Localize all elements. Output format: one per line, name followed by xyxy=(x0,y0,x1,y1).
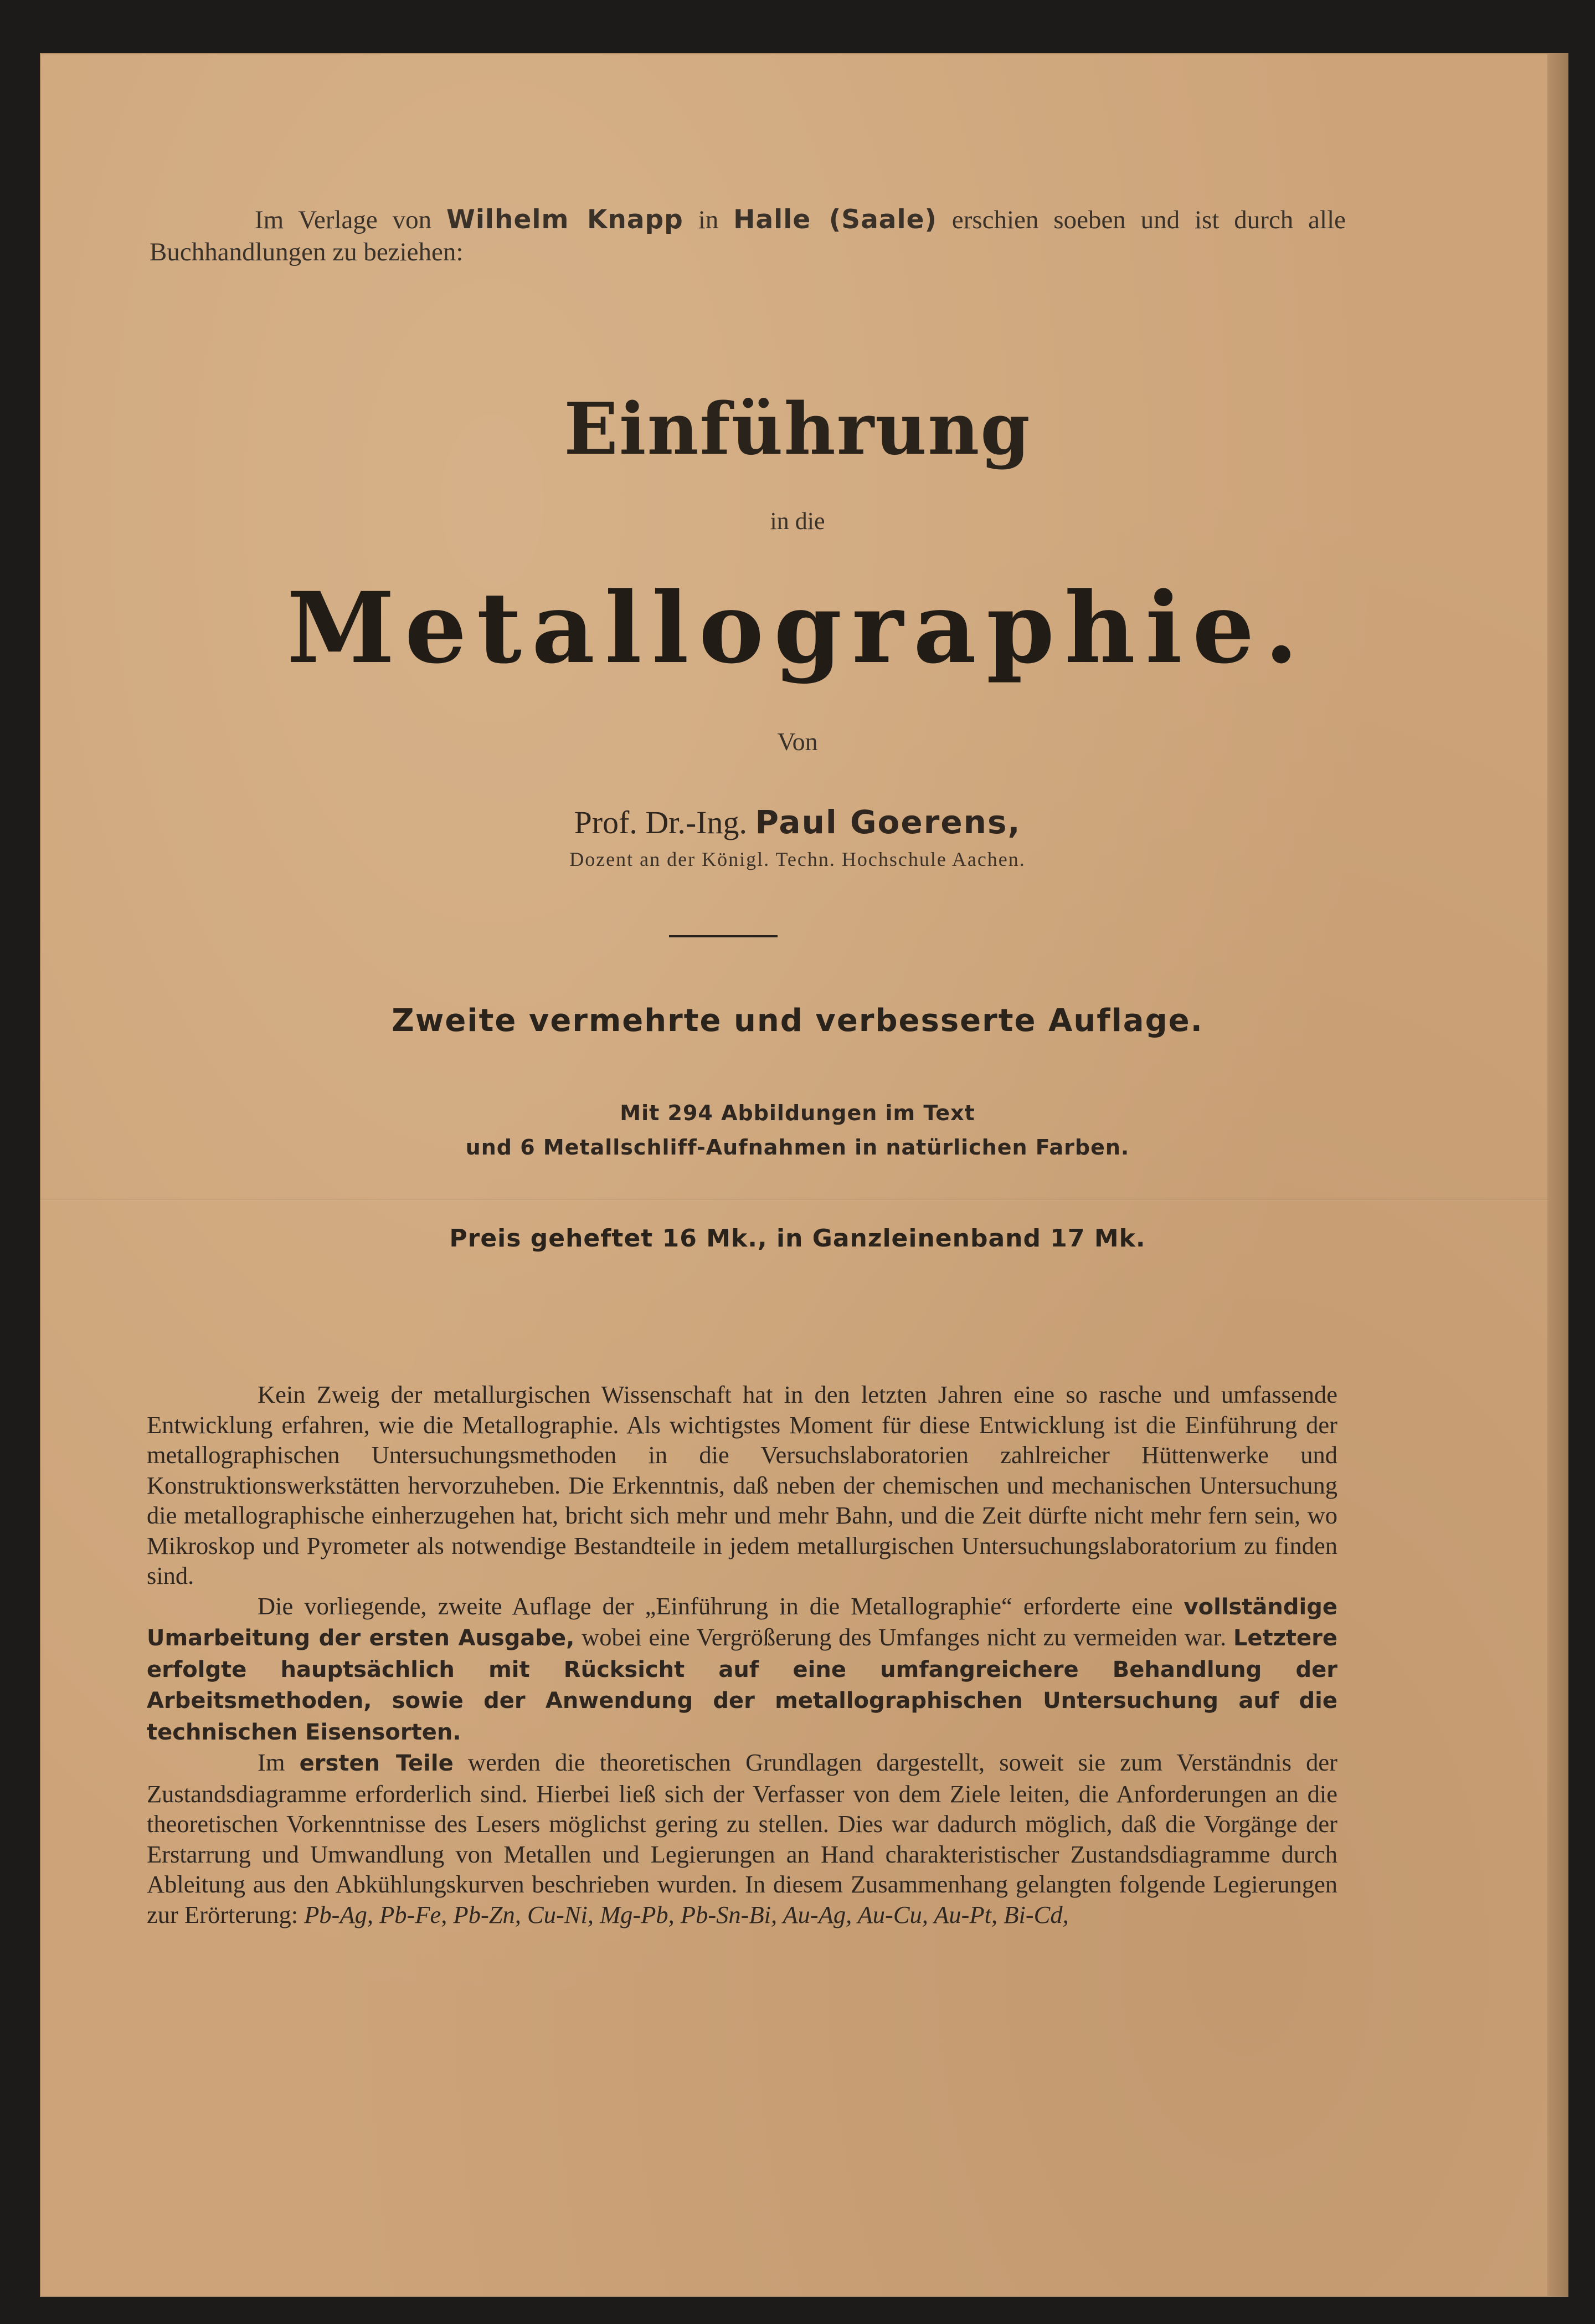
paper-fold xyxy=(40,1199,1548,1201)
edition-note: Zweite vermehrte und verbesserte Auflage. xyxy=(392,1003,1203,1039)
intro-text: Im Verlage von xyxy=(255,206,446,234)
body-paragraph-2 xyxy=(147,1591,1337,1748)
illustrations-line-1: Mit 294 Abbildungen im Text xyxy=(620,1101,975,1125)
p3-text: werden die theoretischen Grundlagen dargestellt, soweit sie zum Verständnis der Zustandsdiagramme erforderlich sind. Hierbei ließ sich der Verfasser von dem Ziele leiten, die Anforderungen an die theoretischen Vorkenntnisse des Lesers möglichst gering zu stellen. Dies war dadurch möglich, daß die Vorgänge der Erstarrung und Umwandlung von Metallen und Legierungen an Hand charakteristischer Zustandsdiagramme durch Ableitung aus den Abkühlungskurven beschrieben wurden. In diesem Zusammenhang gelangten folgende Legierungen zur Erörterung: xyxy=(147,1748,1338,1928)
publisher-name: Wilhelm Knapp xyxy=(446,204,683,235)
publisher-intro xyxy=(150,204,1346,268)
p3-bold: ersten Teile xyxy=(299,1751,454,1776)
author-name: Paul Goerens, xyxy=(755,803,1021,841)
author-position: Dozent an der Königl. Techn. Hochschule Aachen. xyxy=(569,848,1026,870)
body-paragraph-3 xyxy=(147,1747,1337,1930)
illustrations-note xyxy=(0,1096,1595,1164)
alloy-list: Pb-Ag, Pb-Fe, Pb-Zn, Cu-Ni, Mg-Pb, Pb-Sn-Bi, Au-Ag, Au-Cu, Au-Pt, Bi-Cd, xyxy=(304,1900,1069,1928)
author-line xyxy=(0,803,1595,841)
body-text xyxy=(147,1379,1337,1930)
title-main: Metallographie. xyxy=(286,571,1309,685)
byline-von: Von xyxy=(777,727,818,756)
illustrations-line-2: und 6 Metallschliff-Aufnahmen in natürlichen Farben. xyxy=(465,1135,1130,1160)
title-line-2: in die xyxy=(770,507,825,535)
intro-text: in xyxy=(683,206,734,234)
body-paragraph-1: Kein Zweig der metallurgischen Wissenschaft hat in den letzten Jahren eine so rasche und umfassende Entwicklung erfahren, wie die Metallographie. Als wichtigstes Moment für diese Entwicklung ist die Einführung der metallographischen Untersuchungsmethoden in die Versuchslaboratorien zahlreicher Hüttenwerke und Konstruktionswerkstätten hervorzuheben. Die Erkenntnis, daß neben der chemischen und mechanischen Untersuchung die metallographische einherzugehen hat, bricht sich mehr und mehr Bahn, und die Zeit dürfte nicht mehr fern sein, wo Mikroskop und Pyrometer als notwendige Bestandteile in jedem metallurgischen Untersuchungslaboratorium zu finden sind. xyxy=(147,1381,1337,1589)
divider-rule xyxy=(669,935,778,937)
intro-text: erschien soeben und ist durch alle Buchhandlungen zu beziehen: xyxy=(150,206,1346,266)
price-note: Preis geheftet 16 Mk., in Ganzleinenband 17 Mk. xyxy=(449,1224,1146,1253)
publisher-city: Halle (Saale) xyxy=(733,204,937,235)
author-title: Prof. Dr.-Ing. xyxy=(574,804,755,840)
p2-text: Die vorliegende, zweite Auflage der „Einführung in die Metallographie“ erforderte eine xyxy=(258,1592,1184,1620)
p3-text: Im xyxy=(258,1748,300,1776)
p2-bold: vollständige Umarbeitung der ersten Ausgabe, xyxy=(147,1594,1337,1651)
title-line-1: Einführung xyxy=(564,388,1031,471)
p2-bold: Letztere erfolgte hauptsächlich mit Rücksicht auf eine umfangreichere Behandlung der Arbeitsmethoden, sowie der Anwendung der metallographischen Untersuchung auf die technischen Eisensorten. xyxy=(147,1625,1337,1745)
p2-text: wobei eine Vergrößerung des Umfanges nicht zu vermeiden war. xyxy=(574,1623,1233,1651)
